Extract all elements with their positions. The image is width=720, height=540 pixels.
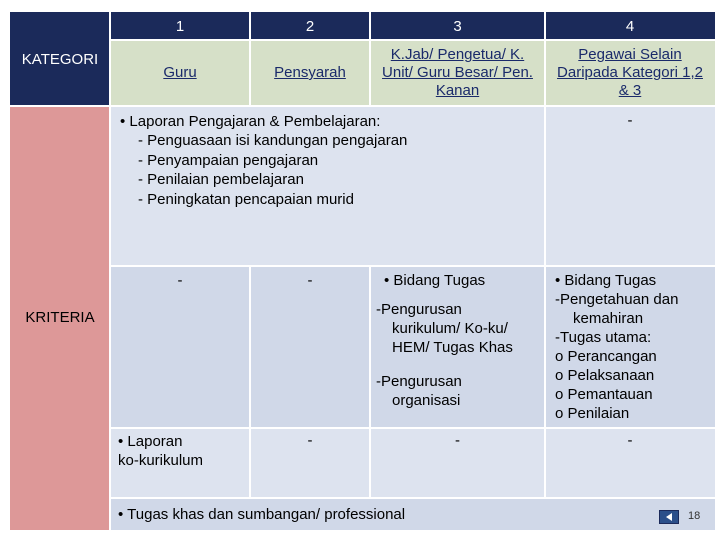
pdp-item: - Penilaian pembelajaran: [138, 171, 304, 188]
col-header-2: 2: [250, 12, 370, 40]
divider: [544, 12, 546, 498]
bidang-tugas-title: • Bidang Tugas: [384, 272, 486, 289]
divider: [110, 427, 715, 429]
divider: [249, 266, 251, 498]
divider: [369, 266, 371, 498]
category-pensyarah: Pensyarah: [250, 40, 370, 106]
divider: [10, 105, 715, 107]
divider: [249, 12, 251, 106]
divider: [110, 265, 715, 267]
row3-col1-cell: [110, 428, 250, 498]
kategori-header: [10, 12, 110, 106]
row2-col3-cell: [370, 266, 545, 428]
pdp-title: • Laporan Pengajaran & Pembelajaran:: [120, 113, 381, 130]
kriteria-cell: [10, 106, 110, 530]
col4-bidang-tugas: • Bidang Tugas -Pengetahuan dan kemahiran -Tugas utama: o Perancangan o Pelaksanaan o Pemantauan o Penilaian: [555, 272, 679, 422]
category-kjab: K.Jab/ Pengetua/ K. Unit/ Guru Besar/ Pen. Kanan: [370, 40, 545, 106]
category-pegawai: Pegawai Selain Daripada Kategori 1,2 & 3: [545, 40, 715, 106]
row4-cell: [110, 498, 715, 530]
row3-col4-cell: -: [545, 428, 715, 498]
pengurusan-kurikulum: -Pengurusan kurikulum/ Ko-ku/ HEM/ Tugas Khas: [376, 301, 513, 356]
row2-col2-cell: -: [250, 266, 370, 428]
divider: [369, 12, 371, 106]
kriteria-label: KRITERIA: [25, 309, 95, 326]
kategori-label: KATEGORI: [21, 50, 99, 68]
row2-col4-cell: [545, 266, 715, 428]
pengurusan-organisasi: -Pengurusan organisasi: [376, 373, 462, 409]
category-guru: Guru: [110, 40, 250, 106]
pdp-items: [120, 131, 535, 209]
col-header-4: 4: [545, 12, 715, 40]
row1-col4-cell: -: [545, 106, 715, 266]
tugas-khas-text: • Tugas khas dan sumbangan/ professional: [118, 506, 406, 523]
pdp-item: - Peningkatan pencapaian murid: [138, 190, 354, 208]
laporan-kokurikulum: • Laporan ko-kurikulum: [118, 433, 204, 469]
divider: [109, 12, 111, 530]
pdp-item: - Penguasaan isi kandungan pengajaran: [138, 132, 408, 149]
divider: [110, 497, 715, 499]
back-arrow-icon[interactable]: [659, 510, 679, 524]
row3-col3-cell: -: [370, 428, 545, 498]
row1-pdp-cell: [110, 106, 545, 266]
page-number: 18: [688, 510, 701, 522]
row2-col1-cell: -: [110, 266, 250, 428]
col-header-1: 1: [110, 12, 250, 40]
pdp-item: - Penyampaian pengajaran: [138, 151, 319, 169]
col-header-3: 3: [370, 12, 545, 40]
row3-col2-cell: -: [250, 428, 370, 498]
divider: [110, 39, 715, 41]
